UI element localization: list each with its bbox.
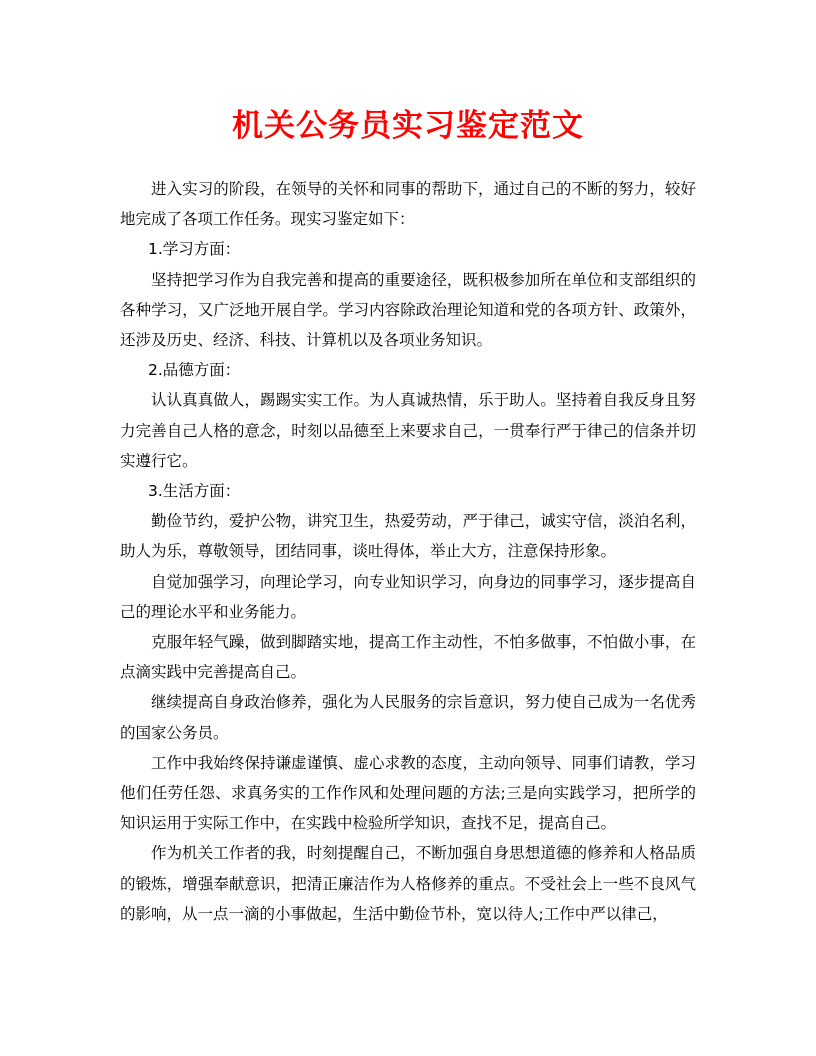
document-body [120, 174, 696, 929]
intro-paragraph: 进入实习的阶段，在领导的关怀和同事的帮助下，通过自己的不断的努力，较好地完成了各项工作任务。现实习鉴定如下： [120, 180, 696, 229]
political-paragraph: 继续提高自身政治修养，强化为人民服务的宗旨意识，努力使自己成为一名优秀的国家公务员。 [120, 693, 696, 742]
section-heading-life: 3.生活方面： [148, 482, 241, 501]
section-heading-study: 1.学习方面： [148, 240, 241, 259]
character-paragraph: 认认真真做人，踢踢实实工作。为人真诚热情，乐于助人。坚持着自我反身且努力完善自己人格的意念，时刻以品德至上来要求自己，一贯奉行严于律己的信条并切实遵行它。 [120, 391, 696, 470]
attitude-paragraph: 工作中我始终保持谦虚谨慎、虚心求教的态度，主动向领导、同事们请教，学习他们任劳任怨、求真务实的工作作风和处理问题的方法;三是向实践学习，把所学的知识运用于实际工作中，在实践中检验所学知识，查找不足，提高自己。 [120, 753, 696, 833]
life-paragraph: 勤俭节约，爱护公物，讲究卫生，热爱劳动，严于律己，诚实守信，淡泊名利，助人为乐，尊敬领导，团结同事，谈吐得体，举止大方，注意保持形象。 [120, 512, 696, 561]
integrity-paragraph: 作为机关工作者的我，时刻提醒自己，不断加强自身思想道德的修养和人格品质的锻炼，增强奉献意识，把清正廉洁作为人格修养的重点。不受社会上一些不良风气的影响，从一点一滴的小事做起，生活中勤俭节朴，宽以待人;工作中严以律己， [120, 844, 696, 923]
diligence-paragraph: 克服年轻气躁，做到脚踏实地，提高工作主动性，不怕多做事，不怕做小事，在点滴实践中完善提高自己。 [120, 633, 696, 682]
study-paragraph: 坚持把学习作为自我完善和提高的重要途径，既积极参加所在单位和支部组织的各种学习，又广泛地开展自学。学习内容除政治理论知道和党的各项方针、政策外，还涉及历史、经济、科技、计算机以及各项业务知识。 [120, 270, 696, 350]
document-title: 机关公务员实习鉴定范文 [232, 108, 584, 144]
learning-paragraph: 自觉加强学习，向理论学习，向专业知识学习，向身边的同事学习，逐步提高自己的理论水平和业务能力。 [120, 572, 696, 621]
section-heading-character: 2.品德方面： [148, 361, 241, 380]
